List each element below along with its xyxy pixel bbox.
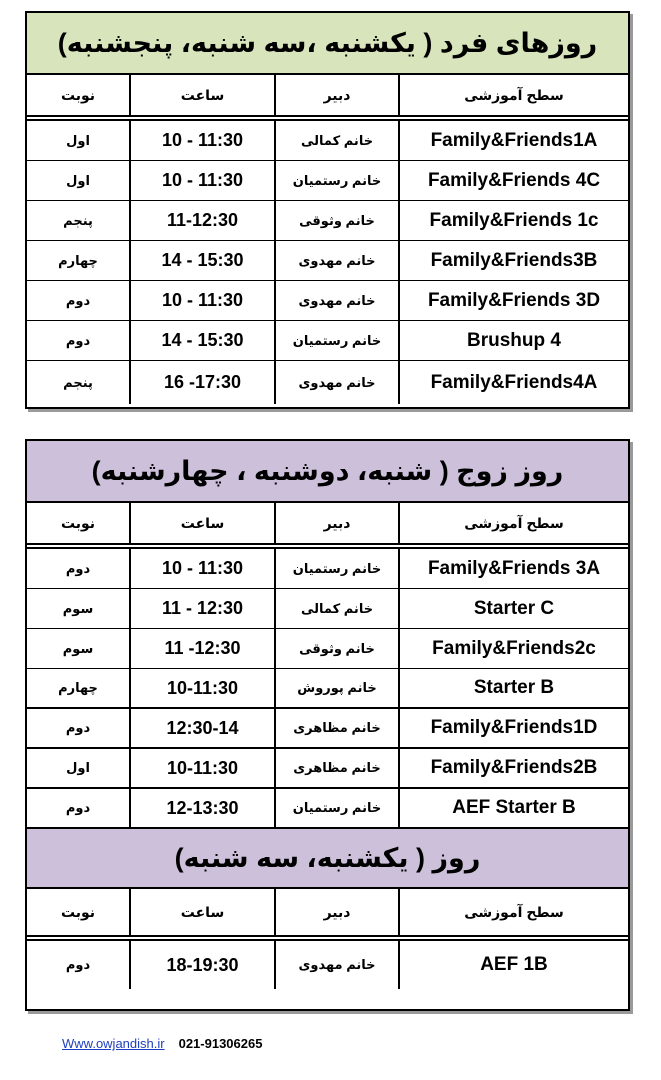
header-row (27, 889, 628, 937)
table-title: روزهای فرد ( یکشنبه ،سه شنبه، پنجشنبه) (27, 13, 628, 75)
turn-cell: چهارم (27, 669, 131, 707)
header-turn: نوبت (27, 75, 131, 115)
table-row (27, 549, 628, 589)
turn-cell: دوم (27, 789, 131, 827)
table-row (27, 941, 628, 989)
level-cell: Family&Friends1D (430, 717, 598, 738)
teacher-cell: خانم وثوقی (276, 629, 400, 668)
table-row (27, 201, 628, 241)
teacher-cell: خانم مهدوی (276, 361, 400, 404)
teacher-cell: خانم وثوقی (276, 201, 400, 240)
turn-cell: اول (27, 749, 131, 787)
table-row (27, 789, 628, 829)
time-cell: 10 - 11:30 (131, 281, 276, 320)
header-row (27, 75, 628, 117)
time-cell: 14 - 15:30 (131, 241, 276, 280)
table-row (27, 669, 628, 709)
turn-cell: اول (27, 121, 131, 160)
level-cell: Starter B (473, 677, 555, 698)
phone-number: 021-91306265 (178, 1036, 263, 1051)
level-cell: Brushup 4 (467, 329, 561, 351)
turn-cell: اول (27, 161, 131, 200)
turn-cell: سوم (27, 629, 131, 668)
website-link[interactable]: Www.owjandish.ir (62, 1036, 165, 1051)
turn-cell: چهارم (27, 241, 131, 280)
teacher-cell: خانم مهدوی (276, 241, 400, 280)
header-time: ساعت (131, 889, 276, 935)
header-level: سطح آموزشی (464, 903, 564, 920)
teacher-cell: خانم مظاهری (276, 749, 400, 787)
teacher-cell: خانم مهدوی (276, 281, 400, 320)
teacher-cell: خانم کمالی (276, 121, 400, 160)
time-cell: 11 - 12:30 (131, 589, 276, 628)
turn-cell: پنجم (27, 201, 131, 240)
odd-days-schedule-table (25, 11, 630, 409)
time-cell: 14 - 15:30 (131, 321, 276, 360)
level-cell: Family&Friends 3A (427, 557, 601, 579)
level-cell: Family&Friends 1c (429, 209, 599, 231)
table-row (27, 589, 628, 629)
time-cell: 10 - 11:30 (131, 161, 276, 200)
header-teacher: دبیر (276, 503, 400, 543)
table-row (27, 629, 628, 669)
teacher-cell: خانم پوروش (276, 669, 400, 707)
level-cell: Starter C (473, 597, 555, 619)
table-row (27, 709, 628, 749)
teacher-cell: خانم مظاهری (276, 709, 400, 747)
teacher-cell: خانم مهدوی (276, 941, 400, 989)
level-cell: Family&Friends3B (430, 249, 598, 271)
table-row (27, 161, 628, 201)
header-turn: نوبت (27, 503, 131, 543)
header-time: ساعت (131, 503, 276, 543)
level-cell: Family&Friends4A (430, 371, 598, 393)
table-title: روز زوج ( شنبه، دوشنبه ، چهارشنبه) (27, 441, 628, 503)
table-title: روز ( یکشنبه، سه شنبه) (27, 829, 628, 889)
turn-cell: دوم (27, 281, 131, 320)
teacher-cell: خانم رستمیان (276, 321, 400, 360)
header-time: ساعت (131, 75, 276, 115)
table-row (27, 241, 628, 281)
header-row (27, 503, 628, 545)
time-cell: 10-11:30 (131, 669, 276, 707)
teacher-cell: خانم رستمیان (276, 549, 400, 588)
level-cell: Family&Friends2c (432, 637, 596, 659)
time-cell: 11 -12:30 (131, 629, 276, 668)
time-cell: 12:30-14 (131, 709, 276, 747)
turn-cell: سوم (27, 589, 131, 628)
time-cell: 12-13:30 (131, 789, 276, 827)
header-level: سطح آموزشی (464, 514, 564, 531)
turn-cell: دوم (27, 321, 131, 360)
header-turn: نوبت (27, 889, 131, 935)
time-cell: 10-11:30 (131, 749, 276, 787)
footer (62, 1036, 262, 1051)
level-cell: Family&Friends1A (430, 129, 598, 151)
time-cell: 16 -17:30 (131, 361, 276, 404)
teacher-cell: خانم رستمیان (276, 161, 400, 200)
header-teacher: دبیر (276, 75, 400, 115)
turn-cell: پنجم (27, 361, 131, 404)
time-cell: 11-12:30 (131, 201, 276, 240)
level-cell: AEF Starter B (452, 797, 576, 818)
teacher-cell: خانم کمالی (276, 589, 400, 628)
level-cell: Family&Friends 3D (427, 289, 601, 311)
table-row (27, 281, 628, 321)
teacher-cell: خانم رستمیان (276, 789, 400, 827)
level-cell: AEF 1B (480, 954, 548, 975)
even-days-schedule-table (25, 439, 630, 1011)
time-cell: 10 - 11:30 (131, 549, 276, 588)
table-row (27, 749, 628, 789)
turn-cell: دوم (27, 549, 131, 588)
turn-cell: دوم (27, 709, 131, 747)
table-row (27, 321, 628, 361)
time-cell: 10 - 11:30 (131, 121, 276, 160)
time-cell: 18-19:30 (131, 941, 276, 989)
header-level: سطح آموزشی (464, 86, 564, 103)
header-teacher: دبیر (276, 889, 400, 935)
level-cell: Family&Friends2B (430, 757, 598, 778)
table-row (27, 121, 628, 161)
turn-cell: دوم (27, 941, 131, 989)
level-cell: Family&Friends 4C (427, 169, 601, 191)
table-row (27, 361, 628, 404)
